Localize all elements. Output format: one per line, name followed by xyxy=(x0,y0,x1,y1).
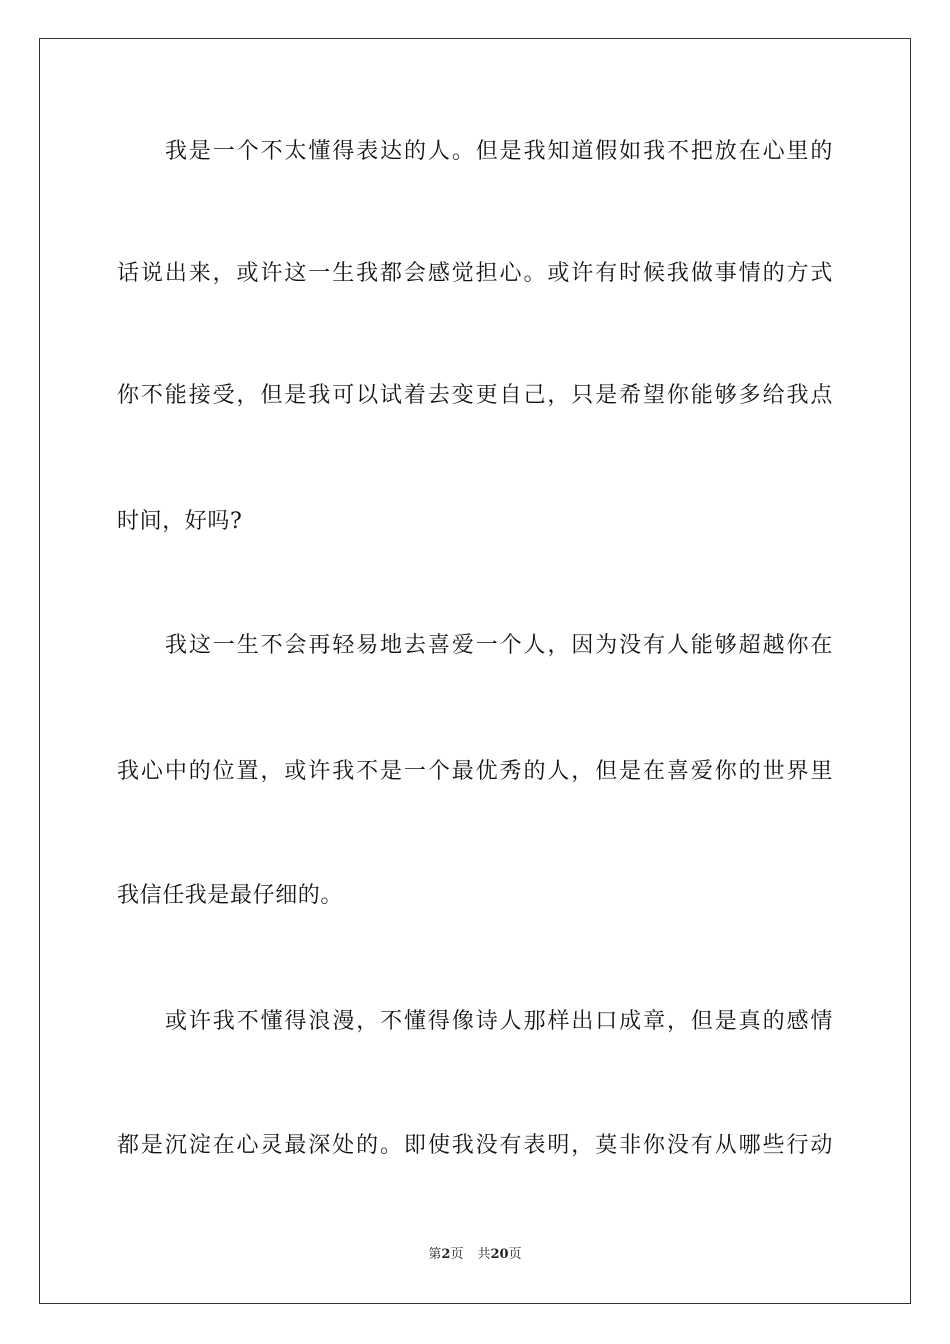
page-number: 2 xyxy=(441,1247,451,1262)
paragraph-2-line-1: 我这一生不会再轻易地去喜爱一个人，因为没有人能够超越你在 xyxy=(165,633,833,658)
paragraph-1-line-4: 时间，好吗? xyxy=(117,509,243,534)
paragraph-3-line-2: 都是沉淀在心灵最深处的。即使我没有表明，莫非你没有从哪些行动 xyxy=(117,1133,833,1158)
page-border xyxy=(39,38,911,1304)
paragraph-3-line-1: 或许我不懂得浪漫，不懂得像诗人那样出口成章，但是真的感情 xyxy=(165,1009,833,1034)
paragraph-1-line-1: 我是一个不太懂得表达的人。但是我知道假如我不把放在心里的 xyxy=(165,139,833,164)
page-prefix: 第 xyxy=(428,1247,442,1262)
paragraph-2-line-3: 我信任我是最仔细的。 xyxy=(117,883,344,908)
paragraph-2-line-2: 我心中的位置，或许我不是一个最优秀的人，但是在喜爱你的世界里 xyxy=(117,759,833,784)
paragraph-1-line-2: 话说出来，或许这一生我都会感觉担心。或许有时候我做事情的方式 xyxy=(117,261,833,286)
total-suffix: 页 xyxy=(508,1247,522,1262)
page-suffix: 页 xyxy=(450,1247,464,1262)
paragraph-1-line-3: 你不能接受，但是我可以试着去变更自己，只是希望你能够多给我点 xyxy=(117,383,833,408)
total-pages: 20 xyxy=(490,1247,509,1262)
total-prefix: 共 xyxy=(477,1247,491,1262)
page-footer xyxy=(0,1246,950,1264)
